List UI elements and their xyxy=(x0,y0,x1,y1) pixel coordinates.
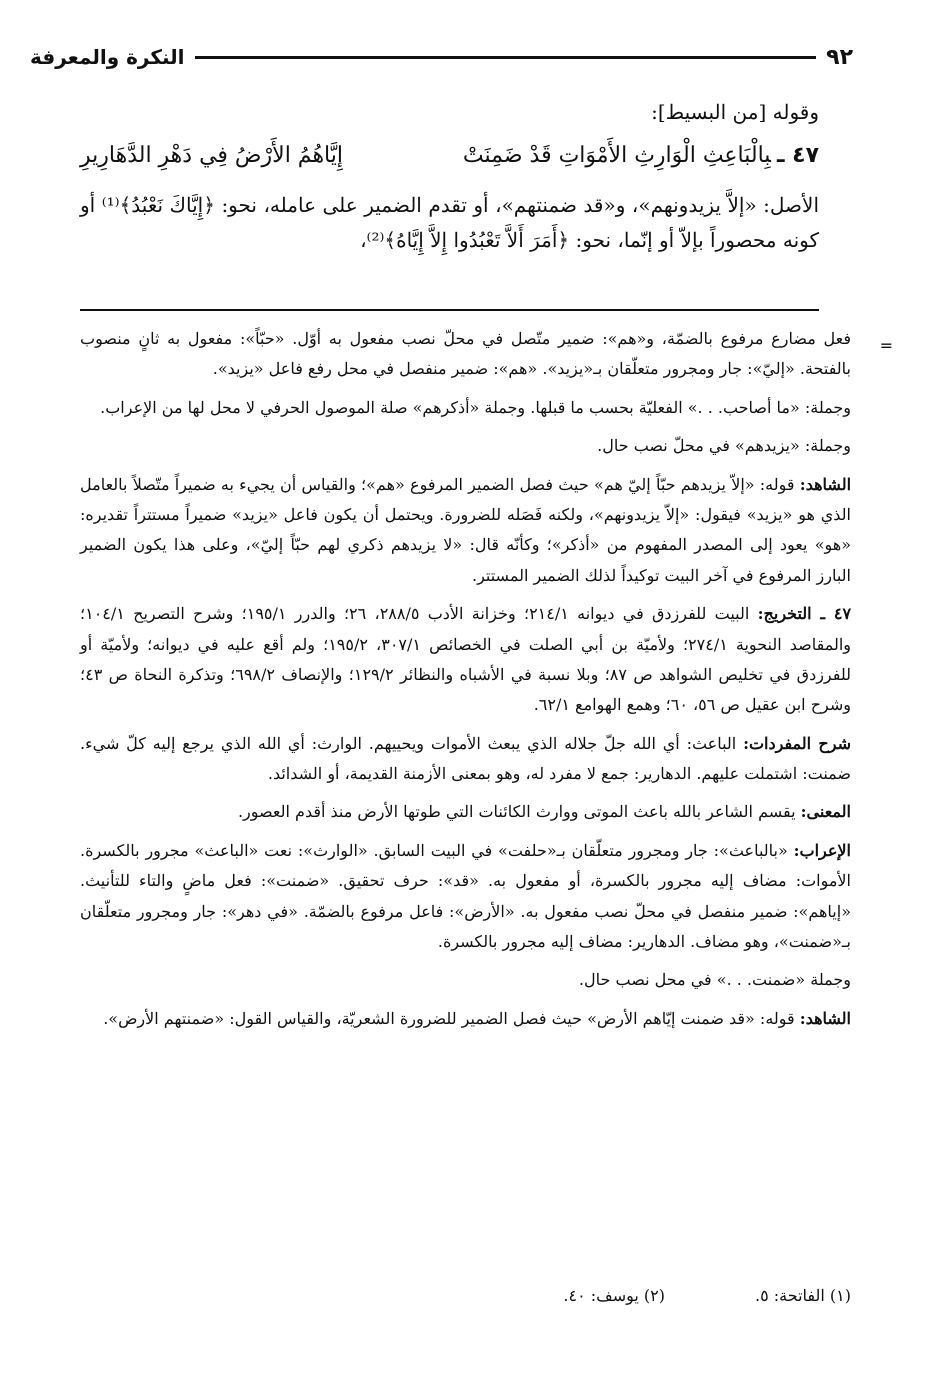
irab-label: الإعراب: xyxy=(793,840,851,860)
maana-label: المعنى: xyxy=(800,802,851,822)
verse-number: ٤٧ ـ xyxy=(776,143,819,168)
footnote-1: (١) الفاتحة: ٥. xyxy=(755,1286,851,1305)
verse-second-hemistich: إِيَّاهُمُ الأَرْضُ فِي دَهْرِ الدَّهَارِيرِ xyxy=(80,143,343,168)
mufradat-paragraph: شرح المفردات: الباعث: أي الله جلّ جلاله الذي يبعث الأموات ويحييهم. الوارث: أي الله الذي يرجع إليه كلّ شيء. ضمنت: اشتملت عليهم. الدهارير: جمع لا مفرد له، وهو بمعنى الأزمنة القديمة، أو الشدائد. xyxy=(80,733,851,784)
separator-rule xyxy=(80,309,819,311)
note-paragraph: وجملة: «يزيدهم» في محلّ نصب حال. xyxy=(597,436,851,456)
footnote-2: (٢) يوسف: ٤٠. xyxy=(563,1286,666,1305)
main-body xyxy=(80,95,819,258)
note-paragraph: فعل مضارع مرفوع بالضمّة، و«هم»: ضمير متّصل في محلّ نصب مفعول به أوّل. «حبّاً»: مفعول به ثانٍ منصوب بالفتحة. «إليّ»: جار ومجرور متعلّقان بـ«يزيد». «هم»: ضمير منفصل في محل رفع فاعل «يزيد». xyxy=(80,329,852,379)
shahid-label: الشاهد: xyxy=(799,474,852,494)
note-paragraph: وجملة «ضمنت. . .» في محل نصب حال. xyxy=(578,970,851,990)
mufradat-label: شرح المفردات: xyxy=(743,733,851,753)
commentary-notes xyxy=(80,324,851,1042)
page-header xyxy=(30,40,853,74)
irab-paragraph: الإعراب: «بالباعث»: جار ومجرور متعلّقان بـ«حلفت» في البيت السابق. «الوارث»: نعت «الباعث» مجرور بالكسرة. الأموات: مضاف إليه مجرور بالكسرة، أو مفعول به. «قد»: حرف تحقيق. «ضمنت»: فعل ماضٍ والتاء للتأنيث. «إياهم»: ضمير منفصل في محلّ نصب مفعول به. «الأرض»: فاعل مرفوع بالضمّة. «في دهر»: جار ومجرور متعلّقان بـ«ضمنت»، وهو مضاف. الدهارير: مضاف إليه مجرور بالكسرة. xyxy=(80,840,851,952)
verse-first-hemistich: ٤٧ ـبِالْبَاعِثِ الْوَارِثِ الأَمْوَاتِ قَدْ ضَمِنَتْ xyxy=(462,143,819,168)
footnotes xyxy=(80,1286,851,1305)
running-title: النكرة والمعرفة xyxy=(30,45,185,69)
intro-line: وقوله [من البسيط]: xyxy=(651,100,819,124)
verse-line xyxy=(80,137,819,174)
continuation-mark: = xyxy=(879,336,893,355)
takhrij-paragraph: ٤٧ ـ التخريج: البيت للفرزدق في ديوانه ٢١٤/١؛ وخزانة الأدب ٢٨٨/٥، ٢٦؛ والدرر ١٩٥/١؛ وشرح التصريح ١٠٤/١؛ والمقاصد النحوية ٢٧٤/١؛ ولأميّة بن أبي الصلت في الخصائص ٣٠٧/١، ١٩٥/٢؛ ولم أقع عليه في ديوانه؛ ولأميّة أو للفرزدق في تخليص الشواهد ص ٨٧؛ وبلا نسبة في الأشباه والنظائر ١٢٩/٢؛ والإنصاف ٦٩٨/٢؛ وتذكرة النحاة ص ٤٣؛ وشرح ابن عقيل ص ٥٦، ٦٠؛ وهمع الهوامع ٦٢/١. xyxy=(80,604,852,715)
shahid-paragraph: الشاهد: قوله: «قد ضمنت إيّاهم الأرض» حيث فصل الضمير للضرورة الشعريّة، والقياس القول: «ضمنتهم الأرض». xyxy=(103,1008,851,1028)
note-paragraph: وجملة: «ما أصاحب. . .» الفعليّة بحسب ما قبلها. وجملة «أذكرهم» صلة الموصول الحرفي لا محل لها من الإعراب. xyxy=(100,397,851,417)
maana-paragraph: المعنى: يقسم الشاعر بالله باعث الموتى ووارث الكائنات التي طوتها الأرض منذ أقدم العصور. xyxy=(237,802,851,822)
shahid-label: الشاهد: xyxy=(799,1008,851,1028)
main-paragraph: الأصل: «إلاَّ يزيدونهم»، و«قد ضمنتهم»، أو تقدم الضمير على عامله، نحو: ﴿إِيَّاكَ نَعْبُدُ﴾⁽¹⁾ أو كونه محصوراً بإلاّ أو إنّما، نحو: ﴿أَمَرَ أَلاَّ تَعْبُدُوا إِلاَّ إِيَّاهُ﴾⁽²⁾، xyxy=(80,193,820,253)
takhrij-label: ٤٧ ـ التخريج: xyxy=(757,604,852,624)
header-rule xyxy=(195,56,817,59)
page-number: ٩٢ xyxy=(826,44,853,70)
shahid-paragraph: الشاهد: قوله: «إلاّ يزيدهم حبّاً إليّ هم» حيث فصل الضمير المرفوع «هم»؛ والقياس أن يجيء به ضميراً متّصلاً بالعامل الذي هو «يزيد» فيقول: «إلاّ يزيدونهم»، ولكنه فَصَله للضرورة. ويحتمل أن يكون فاعل «يزيد» ضميراً مستتراً تقديره: «هو» يعود إلى المصدر المفهوم من «أذكر»؛ وكأنّه قال: «لا يزيدهم ذكري لهم حبّاً إليّ»، وعلى هذا يكون الضمير البارز المرفوع في آخر البيت توكيداً لذلك الضمير المستتر. xyxy=(80,474,852,585)
